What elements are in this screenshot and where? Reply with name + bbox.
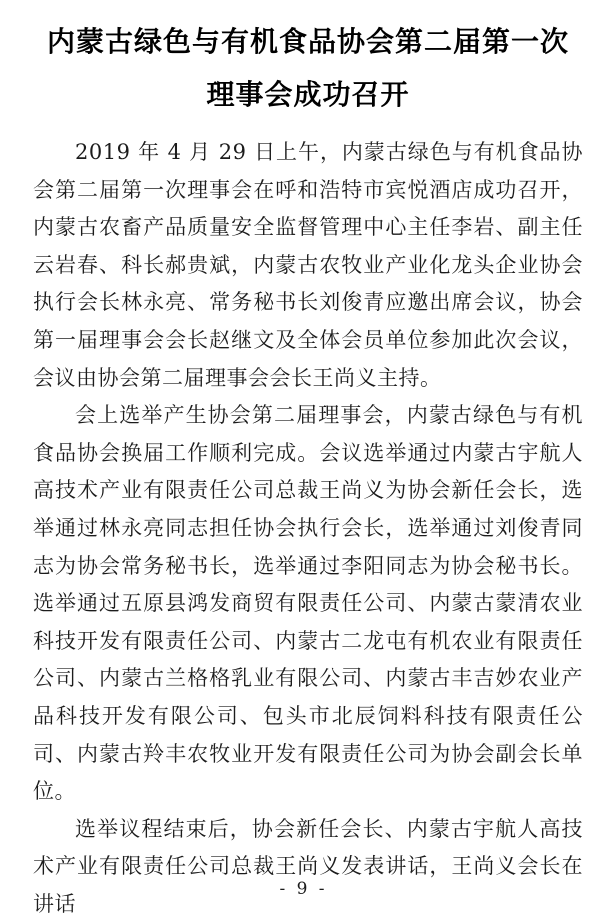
- document-title: [33, 15, 583, 121]
- page-number: - 9 -: [279, 879, 328, 899]
- document-title-line-2: 理事会成功召开: [206, 78, 410, 111]
- paragraph-3: 选举议程结束后，协会新任会长、内蒙古宇航人高技术产业有限责任公司总裁王尚义发表讲话，王尚义会长在讲话: [33, 816, 583, 915]
- paragraph-2: 会上选举产生协会第二届理事会，内蒙古绿色与有机食品协会换届工作顺利完成。会议选举通过内蒙古宇航人高技术产业有限责任公司总裁王尚义为协会新任会长，选举通过林永亮同志担任协会执行会长，选举通过刘俊青同志为协会常务秘书长，选举通过李阳同志为协会秘书长。选举通过五原县鸿发商贸有限责任公司、内蒙古蒙清农业科技开发有限责任公司、内蒙古二龙屯有机农业有限责任公司、内蒙古兰格格乳业有限公司、内蒙古丰吉妙农业产品科技开发有限公司、包头市北辰饲料科技有限责任公司、内蒙古羚丰农牧业开发有限责任公司为协会副会长单位。: [33, 403, 583, 804]
- document-body: [33, 134, 583, 915]
- document-title-line-1: 内蒙古绿色与有机食品协会第二届第一次: [46, 25, 569, 58]
- paragraph-1: 2019 年 4 月 29 日上午，内蒙古绿色与有机食品协会第二届第一次理事会在呼和浩特市宾悦酒店成功召开，内蒙古农畜产品质量安全监督管理中心主任李岩、副主任云岩春、科长郝贵斌，内蒙古农牧业产业化龙头企业协会执行会长林永亮、常务秘书长刘俊青应邀出席会议，协会第一届理事会会长赵继文及全体会员单位参加此次会议，会议由协会第二届理事会会长王尚义主持。: [33, 140, 583, 390]
